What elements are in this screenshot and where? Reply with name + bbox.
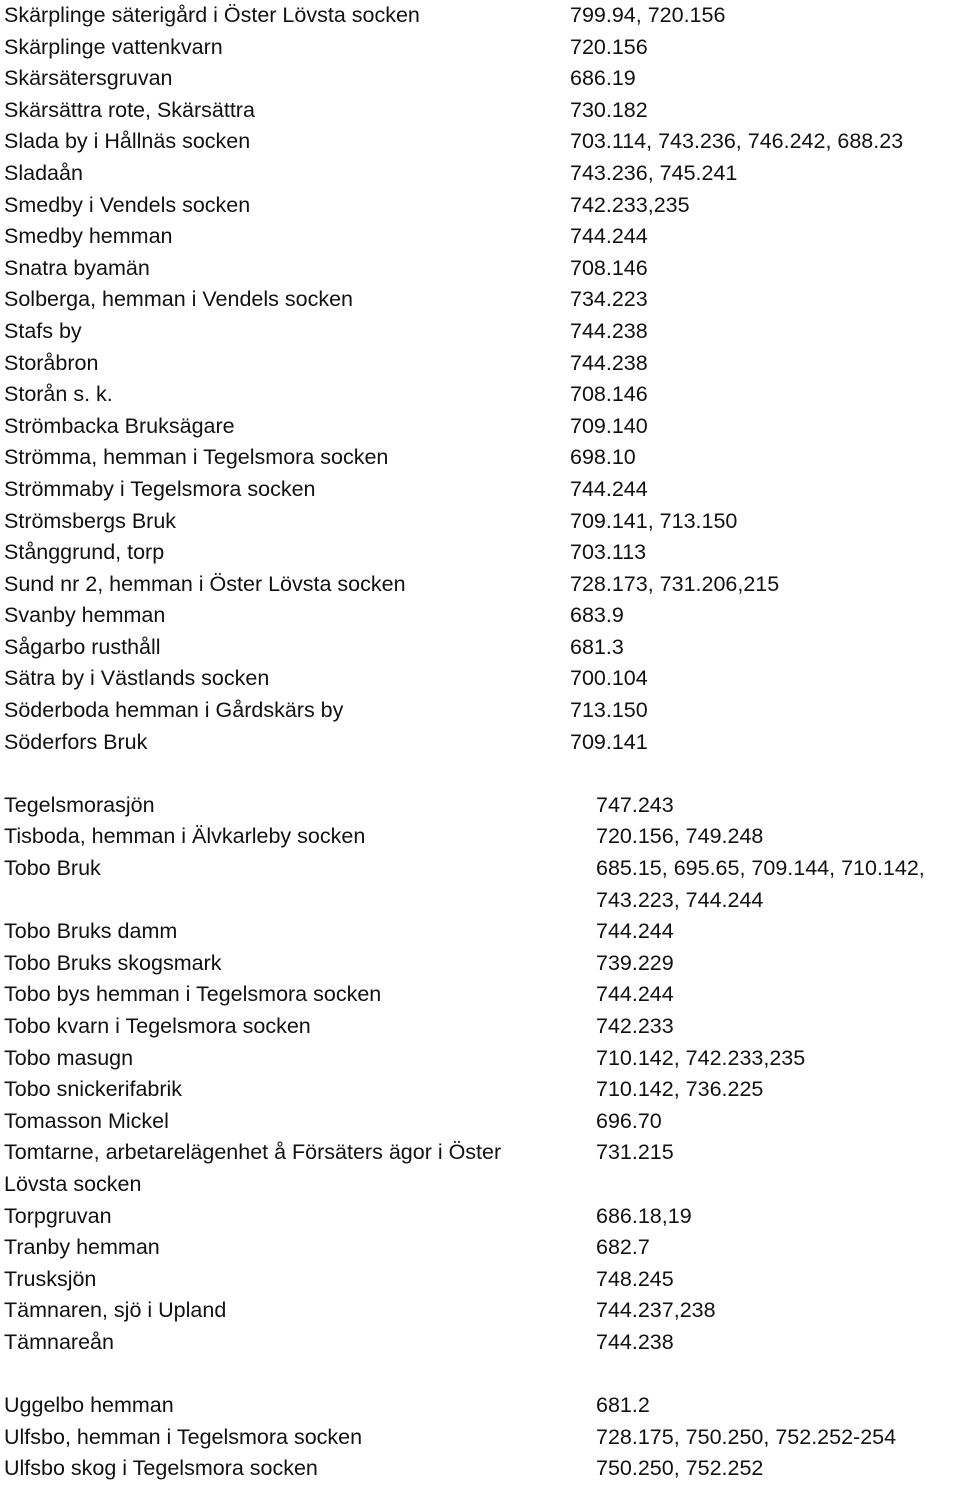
page-references	[570, 158, 956, 190]
place-name-line: Tobo snickerifabrik	[4, 1077, 183, 1102]
page-references	[596, 1390, 956, 1422]
place-name-line: Skärsätersgruvan	[4, 66, 173, 91]
place-name-line: Tobo Bruks damm	[4, 919, 178, 944]
page-reference-line: 734.223	[570, 287, 648, 312]
page-reference-line: 743.223, 744.244	[596, 887, 764, 912]
page-references	[570, 32, 956, 64]
index-entry	[4, 411, 956, 443]
index-entry	[4, 221, 956, 253]
place-name	[4, 1422, 596, 1454]
place-name	[4, 948, 596, 980]
page-reference-line: 747.243	[596, 792, 674, 817]
place-name-line: Söderboda hemman i Gårdskärs by	[4, 698, 344, 723]
index-entry	[4, 790, 956, 822]
place-name-line: Tobo bys hemman i Tegelsmora socken	[4, 982, 382, 1007]
place-name	[4, 474, 570, 506]
place-name	[4, 695, 570, 727]
index-entry	[4, 253, 956, 285]
index-entry	[4, 190, 956, 222]
index-page	[4, 0, 956, 1485]
page-reference-line: 728.175, 750.250, 752.252-254	[596, 1424, 897, 1449]
index-entry	[4, 1327, 956, 1359]
page-references	[570, 474, 956, 506]
place-name-line: Storån s. k.	[4, 382, 113, 407]
place-name	[4, 32, 570, 64]
place-name-line: Stånggrund, torp	[4, 540, 165, 565]
place-name	[4, 727, 570, 759]
page-references	[570, 95, 956, 127]
index-entry	[4, 1074, 956, 1106]
place-name-line: Smedby i Vendels socken	[4, 192, 251, 217]
page-references	[596, 1232, 956, 1264]
page-reference-line: 720.156	[570, 34, 648, 59]
page-reference-line: 681.3	[570, 634, 624, 659]
index-entry	[4, 284, 956, 316]
index-entry	[4, 695, 956, 727]
page-references	[596, 1264, 956, 1296]
page-reference-line: 686.19	[570, 66, 636, 91]
index-entry	[4, 948, 956, 980]
place-name-line: Strömmaby i Tegelsmora socken	[4, 476, 316, 501]
index-section	[4, 790, 956, 1359]
place-name	[4, 63, 570, 95]
index-entry	[4, 1137, 956, 1200]
page-reference-line: 710.142, 736.225	[596, 1077, 764, 1102]
page-reference-line: 713.150	[570, 698, 648, 723]
page-reference-line: 682.7	[596, 1235, 650, 1260]
place-name-line: Lövsta socken	[4, 1171, 142, 1196]
page-reference-line: 744.237,238	[596, 1298, 716, 1323]
page-references	[570, 632, 956, 664]
index-entry	[4, 379, 956, 411]
index-entry	[4, 1295, 956, 1327]
index-entry	[4, 316, 956, 348]
place-name	[4, 853, 596, 885]
page-references	[570, 63, 956, 95]
place-name	[4, 284, 570, 316]
place-name-line: Sågarbo rusthåll	[4, 634, 161, 659]
page-reference-line: 700.104	[570, 666, 648, 691]
page-references	[570, 126, 956, 158]
index-entry	[4, 348, 956, 380]
page-reference-line: 799.94, 720.156	[570, 3, 726, 27]
page-references	[596, 821, 956, 853]
page-references	[570, 221, 956, 253]
place-name-line: Svanby hemman	[4, 603, 166, 628]
place-name-line: Tomtarne, arbetarelägenhet å Försäters ägor i Öster	[4, 1140, 502, 1165]
place-name-line: Smedby hemman	[4, 224, 173, 249]
page-reference-line: 750.250, 752.252	[596, 1456, 764, 1481]
page-references	[570, 506, 956, 538]
page-reference-line: 744.244	[596, 919, 674, 944]
place-name-line: Stafs by	[4, 318, 82, 343]
place-name	[4, 632, 570, 664]
place-name	[4, 253, 570, 285]
page-reference-line: 720.156, 749.248	[596, 824, 764, 849]
page-reference-line: 683.9	[570, 603, 624, 628]
index-entry	[4, 0, 956, 32]
place-name-line: Tegelsmorasjön	[4, 792, 155, 817]
page-reference-line: 696.70	[596, 1108, 662, 1133]
place-name	[4, 158, 570, 190]
page-references	[570, 411, 956, 443]
page-reference-line: 728.173, 731.206,215	[570, 571, 780, 596]
index-entry	[4, 979, 956, 1011]
page-reference-line: 748.245	[596, 1266, 674, 1291]
index-entry	[4, 1453, 956, 1485]
page-references	[570, 253, 956, 285]
page-reference-line: 685.15, 695.65, 709.144, 710.142,	[596, 856, 925, 881]
place-name	[4, 221, 570, 253]
page-references	[570, 190, 956, 222]
page-references	[596, 979, 956, 1011]
index-entry	[4, 442, 956, 474]
page-references	[596, 1137, 956, 1169]
place-name-line: Tämnareån	[4, 1329, 114, 1354]
index-section	[4, 0, 956, 758]
page-reference-line: 744.244	[570, 476, 648, 501]
place-name	[4, 1137, 596, 1200]
place-name-line: Storåbron	[4, 350, 99, 375]
index-entry	[4, 821, 956, 853]
page-reference-line: 744.238	[570, 350, 648, 375]
place-name	[4, 1390, 596, 1422]
index-entry	[4, 853, 956, 916]
index-entry	[4, 1043, 956, 1075]
page-reference-line: 708.146	[570, 382, 648, 407]
index-entry	[4, 1390, 956, 1422]
place-name	[4, 316, 570, 348]
page-references	[596, 790, 956, 822]
place-name	[4, 1327, 596, 1359]
page-reference-line: 681.2	[596, 1393, 650, 1418]
page-reference-line: 703.113	[570, 540, 647, 565]
place-name-line: Tämnaren, sjö i Upland	[4, 1298, 227, 1323]
page-references	[596, 853, 956, 916]
page-references	[570, 348, 956, 380]
page-references	[596, 1043, 956, 1075]
place-name-line: Strömsbergs Bruk	[4, 508, 177, 533]
place-name-line: Tisboda, hemman i Älvkarleby socken	[4, 824, 366, 849]
page-references	[570, 663, 956, 695]
place-name	[4, 0, 570, 32]
place-name	[4, 190, 570, 222]
place-name	[4, 569, 570, 601]
place-name-line: Tobo Bruk	[4, 856, 101, 881]
page-references	[596, 1011, 956, 1043]
page-references	[596, 1422, 956, 1454]
page-reference-line: 742.233	[596, 1014, 674, 1038]
page-reference-line: 744.238	[596, 1329, 674, 1354]
page-reference-line: 739.229	[596, 950, 674, 975]
page-references	[570, 316, 956, 348]
place-name	[4, 1011, 596, 1043]
place-name	[4, 126, 570, 158]
index-entry	[4, 1011, 956, 1043]
page-reference-line: 708.146	[570, 255, 648, 280]
place-name-line: Strömbacka Bruksägare	[4, 413, 235, 438]
place-name-line: Tobo kvarn i Tegelsmora socken	[4, 1014, 311, 1038]
page-references	[596, 948, 956, 980]
place-name-line: Sund nr 2, hemman i Öster Lövsta socken	[4, 571, 406, 596]
index-entry	[4, 600, 956, 632]
page-reference-line: 743.236, 745.241	[570, 160, 738, 185]
place-name-line: Sladaån	[4, 160, 83, 185]
place-name	[4, 95, 570, 127]
index-entry	[4, 95, 956, 127]
place-name	[4, 1201, 596, 1233]
index-entry	[4, 537, 956, 569]
place-name	[4, 663, 570, 695]
page-references	[570, 695, 956, 727]
place-name	[4, 600, 570, 632]
page-references	[570, 537, 956, 569]
place-name-line: Torpgruvan	[4, 1203, 112, 1228]
place-name-line: Uggelbo hemman	[4, 1393, 174, 1418]
place-name	[4, 411, 570, 443]
place-name	[4, 537, 570, 569]
page-references	[596, 1074, 956, 1106]
page-references	[570, 379, 956, 411]
place-name	[4, 506, 570, 538]
page-reference-line: 698.10	[570, 445, 636, 470]
page-references	[596, 1106, 956, 1138]
page-references	[570, 727, 956, 759]
place-name	[4, 979, 596, 1011]
page-references	[596, 1327, 956, 1359]
place-name-line: Skärplinge vattenkvarn	[4, 34, 223, 59]
page-references	[570, 284, 956, 316]
index-entry	[4, 1201, 956, 1233]
index-entry	[4, 32, 956, 64]
page-reference-line: 744.244	[596, 982, 674, 1007]
place-name	[4, 379, 570, 411]
place-name	[4, 1232, 596, 1264]
index-entry	[4, 727, 956, 759]
place-name	[4, 1106, 596, 1138]
index-section	[4, 1390, 956, 1485]
place-name-line: Skärplinge säterigård i Öster Lövsta socken	[4, 3, 420, 27]
place-name-line: Strömma, hemman i Tegelsmora socken	[4, 445, 389, 470]
page-reference-line: 731.215	[596, 1140, 674, 1165]
page-reference-line: 742.233,235	[570, 192, 690, 217]
place-name-line: Snatra byamän	[4, 255, 150, 280]
place-name	[4, 1043, 596, 1075]
page-reference-line: 744.244	[570, 224, 648, 249]
index-entry	[4, 474, 956, 506]
page-references	[570, 442, 956, 474]
place-name	[4, 442, 570, 474]
page-references	[570, 600, 956, 632]
page-references	[596, 1201, 956, 1233]
place-name-line: Sätra by i Västlands socken	[4, 666, 270, 691]
index-entry	[4, 663, 956, 695]
index-entry	[4, 1106, 956, 1138]
place-name	[4, 1264, 596, 1296]
page-reference-line: 744.238	[570, 318, 648, 343]
place-name	[4, 790, 596, 822]
place-name	[4, 916, 596, 948]
page-reference-line: 709.141	[570, 729, 648, 754]
page-references	[570, 0, 956, 32]
page-references	[596, 916, 956, 948]
index-entry	[4, 126, 956, 158]
index-entry	[4, 158, 956, 190]
index-entry	[4, 1264, 956, 1296]
place-name	[4, 1074, 596, 1106]
page-reference-line: 710.142, 742.233,235	[596, 1045, 806, 1070]
index-entry	[4, 632, 956, 664]
place-name-line: Solberga, hemman i Vendels socken	[4, 287, 353, 312]
place-name-line: Tobo masugn	[4, 1045, 134, 1070]
place-name-line: Tomasson Mickel	[4, 1108, 169, 1133]
place-name-line: Söderfors Bruk	[4, 729, 148, 754]
place-name-line: Slada by i Hållnäs socken	[4, 129, 251, 154]
index-entry	[4, 1232, 956, 1264]
index-entry	[4, 63, 956, 95]
place-name-line: Skärsättra rote, Skärsättra	[4, 97, 255, 122]
page-references	[570, 569, 956, 601]
page-references	[596, 1453, 956, 1485]
place-name-line: Ulfsbo skog i Tegelsmora socken	[4, 1456, 318, 1481]
page-reference-line: 709.141, 713.150	[570, 508, 738, 533]
place-name	[4, 821, 596, 853]
index-entry	[4, 569, 956, 601]
place-name	[4, 348, 570, 380]
place-name-line: Tranby hemman	[4, 1235, 160, 1260]
page-references	[596, 1295, 956, 1327]
index-entry	[4, 506, 956, 538]
place-name-line: Trusksjön	[4, 1266, 97, 1291]
page-reference-line: 703.114, 743.236, 746.242, 688.23	[570, 129, 904, 154]
place-name	[4, 1453, 596, 1485]
place-name	[4, 1295, 596, 1327]
index-entry	[4, 1422, 956, 1454]
page-reference-line: 686.18,19	[596, 1203, 692, 1228]
place-name-line: Tobo Bruks skogsmark	[4, 950, 222, 975]
page-reference-line: 709.140	[570, 413, 648, 438]
page-reference-line: 730.182	[570, 97, 648, 122]
place-name-line: Ulfsbo, hemman i Tegelsmora socken	[4, 1424, 363, 1449]
index-entry	[4, 916, 956, 948]
